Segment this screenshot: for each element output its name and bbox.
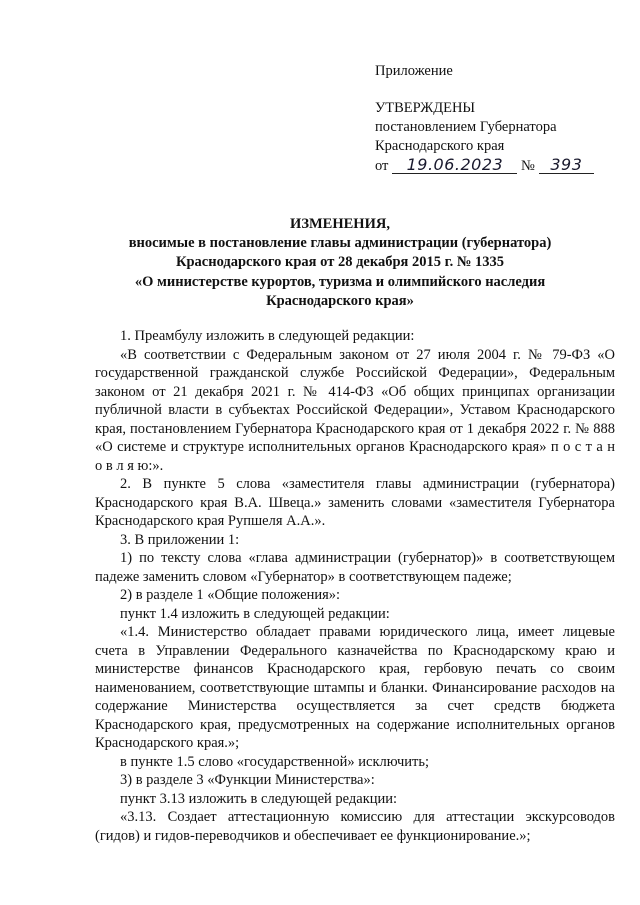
paragraph-9: в пункте 1.5 слово «государственной» исключить; xyxy=(120,753,430,770)
title-line-3: Краснодарского края от 28 декабря 2015 г. № 1335 xyxy=(175,254,505,271)
title-line-2: вносимые в постановление главы администрации (губернатора) xyxy=(128,235,552,252)
approved-by-line1: постановлением Губернатора xyxy=(375,119,557,135)
handwritten-number: 393 xyxy=(539,156,594,174)
document-title xyxy=(95,215,585,311)
paragraph-3: 2. В пункте 5 слова «заместителя главы администрации (губернатора) Краснодарского края В.А. Швеца.» заменить словами «заместителя Губернатора Краснодарского края Рупшеля А.А.». xyxy=(95,476,615,529)
handwritten-date: 19.06.2023 xyxy=(392,156,517,174)
appendix-label: Приложение xyxy=(375,63,453,79)
title-line-4: «О министерстве курортов, туризма и олимпийского наследия xyxy=(134,273,546,290)
paragraph-4: 3. В приложении 1: xyxy=(120,531,240,548)
number-sign: № xyxy=(521,158,535,174)
approval-block xyxy=(375,62,625,176)
document-body xyxy=(95,327,615,845)
paragraph-1: 1. Преамбулу изложить в следующей редакции: xyxy=(120,328,415,344)
paragraph-5: 1) по тексту слова «глава администрации (губернатор)» в соответствующем падеже заменить словом «Губернатор» в соответствующем падеже; xyxy=(95,550,615,585)
from-label: от xyxy=(375,158,389,174)
approval-date-line xyxy=(375,156,625,176)
paragraph-12: «3.13. Создает аттестационную комиссию для аттестации экскурсоводов (гидов) и гидов-переводчиков и обеспечивает ее функционирование.»; xyxy=(95,809,615,844)
approved-heading: УТВЕРЖДЕНЫ xyxy=(375,100,476,116)
paragraph-10: 3) в разделе 3 «Функции Министерства»: xyxy=(120,772,375,788)
paragraph-7: пункт 1.4 изложить в следующей редакции: xyxy=(120,605,390,622)
title-line-1: ИЗМЕНЕНИЯ, xyxy=(290,216,390,232)
paragraph-6: 2) в разделе 1 «Общие положения»: xyxy=(120,587,341,603)
approved-by-line2: Краснодарского края xyxy=(375,138,505,154)
paragraph-2: «В соответствии с Федеральным законом от 27 июля 2004 г. № 79-ФЗ «О государственной гражданской службе Российской Федерации», Федеральным законом от 21 декабря 2021 г. № 414-ФЗ «Об общих принципах организации публичной власти в субъектах Российской Федерации», Уставом Краснодарского края, постановлением Губернатора Краснодарского края от 1 декабря 2022 г. № 888 «О системе и структуре исполнительных органов Краснодарского края» п о с т а н о в л я ю:». xyxy=(95,346,615,474)
paragraph-8: «1.4. Министерство обладает правами юридического лица, имеет лицевые счета в Управлении Федерального казначейства по Краснодарскому краю и министерстве финансов Краснодарского края, гербовую печать со своим наименованием, соответствующие штампы и бланки. Финансирование расходов на содержание Министерства осуществляется за счет средств бюджета Краснодарского края, предусмотренных на содержание исполнительных органов Краснодарского края.»; xyxy=(95,624,615,751)
title-line-5: Краснодарского края» xyxy=(266,292,414,309)
paragraph-11: пункт 3.13 изложить в следующей редакции: xyxy=(120,790,398,807)
